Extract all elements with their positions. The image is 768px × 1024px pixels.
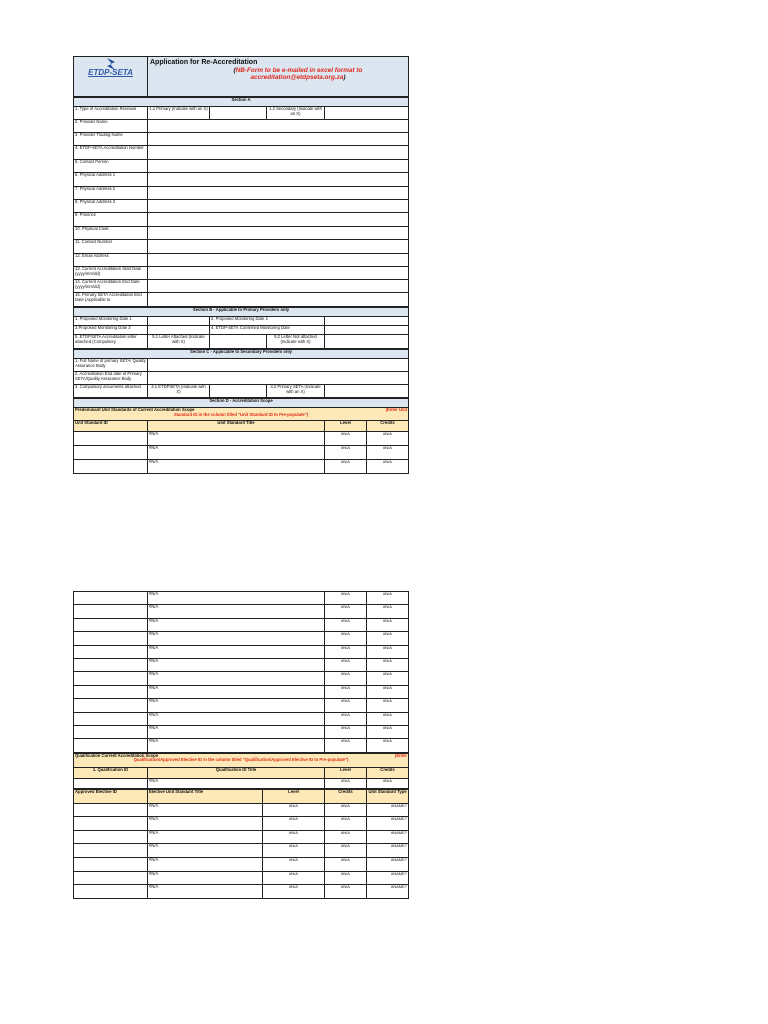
elective-type: #NAME? <box>367 858 409 872</box>
row-input[interactable] <box>148 187 409 200</box>
row-input[interactable] <box>148 146 409 160</box>
unit-credits: #N/A <box>367 672 409 685</box>
table-row <box>74 432 409 446</box>
col-elective-credits: Credits <box>325 789 367 803</box>
unit-title: #N/A <box>148 645 325 658</box>
monitoring-2-label: 2. Proposed Monitoring Date 2 <box>210 317 325 326</box>
monitoring-3-input[interactable] <box>148 326 210 335</box>
table-row <box>74 817 409 831</box>
unit-id-input[interactable] <box>74 658 148 671</box>
unit-level: #N/A <box>325 685 367 698</box>
unit-level: #N/A <box>325 592 367 605</box>
table-row <box>74 858 409 872</box>
row-input[interactable] <box>148 240 409 254</box>
col-elective-type: Unit Standard Type <box>367 789 409 803</box>
letter-not-attached-label: 5.2 Letter Not attached (Indicate with X) <box>267 335 325 349</box>
unit-level: #N/A <box>325 725 367 738</box>
row-label: 2. Provider Name <box>74 120 148 133</box>
qual-scope-title: Qualification Current Accreditation Scope <box>75 753 159 758</box>
table-row <box>74 885 409 899</box>
table-row <box>74 685 409 698</box>
unit-id-input[interactable] <box>74 592 148 605</box>
scope-title: Predominant Unit Standards of Current Accreditation Scope <box>75 407 195 412</box>
elective-title: #N/A <box>148 844 263 858</box>
elective-id-input[interactable] <box>74 885 148 899</box>
table-row <box>74 618 409 631</box>
confirmed-date-input[interactable] <box>325 326 409 335</box>
unit-id-input[interactable] <box>74 432 148 446</box>
letter-attached-input[interactable] <box>210 335 267 349</box>
table-row <box>74 725 409 738</box>
row-label: 12. Email Address <box>74 254 148 267</box>
unit-title: #N/A <box>148 460 325 474</box>
elective-level: #N/A <box>263 817 325 831</box>
elective-id-input[interactable] <box>74 844 148 858</box>
logo-text: ETDP-SETA <box>88 68 133 77</box>
table-row <box>74 645 409 658</box>
elective-level: #N/A <box>263 803 325 817</box>
unit-title: #N/A <box>148 446 325 460</box>
unit-level: #N/A <box>325 672 367 685</box>
row-label: 11. Contact Number <box>74 240 148 254</box>
etdpseta-label: 3.1 ETDPSETA (Indicate with X) <box>148 385 210 398</box>
elective-title: #N/A <box>148 871 263 885</box>
primary-input[interactable] <box>210 107 267 120</box>
elective-id-input[interactable] <box>74 803 148 817</box>
letter-label: 5. ETDPSETA Accreditation letter attached (Compulsory <box>74 335 148 349</box>
col-qual-id: 1. Qualification ID <box>74 767 148 778</box>
full-name-input[interactable] <box>148 359 409 372</box>
unit-credits: #N/A <box>367 592 409 605</box>
row-input[interactable] <box>148 227 409 240</box>
row-label: 13. Current Accreditation Start Date (yyyy/mm/dd) <box>74 267 148 280</box>
unit-title: #N/A <box>148 672 325 685</box>
row-label: 7. Physical Address 2 <box>74 187 148 200</box>
letter-attached-label: 5.1 Letter Attached (Indicate with X) <box>148 335 210 349</box>
docs-label: 3. Compulsory documents attached <box>74 385 148 398</box>
unit-title: #N/A <box>148 725 325 738</box>
end-date-label: 2. Accreditation End date of Primary SETA/Quality Assurance Body <box>74 372 148 385</box>
title-cell <box>148 57 409 97</box>
col-level: Level <box>325 421 367 432</box>
secondary-input[interactable] <box>325 107 409 120</box>
table-row <box>74 830 409 844</box>
elective-title: #N/A <box>148 803 263 817</box>
form-sheet-bottom <box>73 591 408 899</box>
elective-type: #NAME? <box>367 830 409 844</box>
type-label: 1. Type of Accreditation Renewal <box>74 107 148 120</box>
table-row <box>74 871 409 885</box>
enter-unit-note: (Enter Unit <box>385 407 407 412</box>
unit-title: #N/A <box>148 658 325 671</box>
section-a-table <box>73 97 409 307</box>
row-input[interactable] <box>148 133 409 146</box>
table-row <box>74 605 409 618</box>
row-label: 8. Physical Address 3 <box>74 200 148 213</box>
row-label: 3. Provider Trading Name <box>74 133 148 146</box>
table-row <box>74 844 409 858</box>
elective-credits: #N/A <box>325 844 367 858</box>
col-elective-level: Level <box>263 789 325 803</box>
email-note: (NB-Form to be e-mailed in excel format to accreditation@etdpseta.org.za) <box>233 67 363 81</box>
qual-enter-note: (Enter <box>394 753 408 758</box>
row-input[interactable] <box>148 254 409 267</box>
unit-id-input[interactable] <box>74 685 148 698</box>
unit-id-input[interactable] <box>74 632 148 645</box>
elective-title: #N/A <box>148 885 263 899</box>
row-label: 10. Physical Code <box>74 227 148 240</box>
unit-credits: #N/A <box>367 432 409 446</box>
table-row <box>74 592 409 605</box>
table-row <box>74 658 409 671</box>
row-label: 15. Primary SETA Accreditation End Date (Applicable to <box>74 293 148 307</box>
elective-id-input[interactable] <box>74 858 148 872</box>
unit-title: #N/A <box>148 432 325 446</box>
secondary-label: 1.2 Secondary (Indicate with an X) <box>267 107 325 120</box>
monitoring-3-label: 3.Proposed Monitoring Date 3 <box>74 326 148 335</box>
col-elective-title: Elective Unit Standard Title <box>148 789 263 803</box>
unit-level: #N/A <box>325 739 367 752</box>
elective-id-input[interactable] <box>74 830 148 844</box>
col-unit-id: Unit Standard ID <box>74 421 148 432</box>
unit-id-input[interactable] <box>74 645 148 658</box>
unit-level: #N/A <box>325 605 367 618</box>
table-row <box>74 712 409 725</box>
elective-title: #N/A <box>148 817 263 831</box>
elective-credits: #N/A <box>325 858 367 872</box>
qualification-table <box>73 753 409 789</box>
row-input[interactable] <box>148 120 409 133</box>
unit-title: #N/A <box>148 605 325 618</box>
col-elective-id: Approved Elective ID <box>74 789 148 803</box>
qual-instruction: Qualification/Approved Elective ID in the column titled "Qualification/Approved Elective ID to Pre-populate") <box>133 757 349 763</box>
row-label: 9. Province <box>74 213 148 227</box>
email-note-text: NB-Form to be e-mailed in excel format to accreditation@etdpseta.org.za <box>235 67 363 81</box>
section-d-heading: Section D - Accreditation Scope <box>74 399 409 408</box>
unit-id-input[interactable] <box>74 446 148 460</box>
elective-credits: #N/A <box>325 830 367 844</box>
unit-credits: #N/A <box>367 446 409 460</box>
elective-id-input[interactable] <box>74 817 148 831</box>
table-row <box>74 446 409 460</box>
unit-credits: #N/A <box>367 699 409 712</box>
elective-type: #NAME? <box>367 885 409 899</box>
unit-id-input[interactable] <box>74 672 148 685</box>
row-input[interactable] <box>148 213 409 227</box>
unit-title: #N/A <box>148 618 325 631</box>
unit-credits: #N/A <box>367 712 409 725</box>
elective-level: #N/A <box>263 885 325 899</box>
section-a-heading: Section A <box>74 98 409 107</box>
table-row <box>74 672 409 685</box>
elective-credits: #N/A <box>325 817 367 831</box>
table-row <box>74 803 409 817</box>
form-title: Application for Re-Accreditation <box>150 59 258 66</box>
elective-type: #NAME? <box>367 871 409 885</box>
elective-title: #N/A <box>148 830 263 844</box>
col-qual-title: Qualification ID Title <box>148 767 325 778</box>
row-label: 5. Contact Person <box>74 160 148 173</box>
elective-credits: #N/A <box>325 871 367 885</box>
unit-id-input[interactable] <box>74 460 148 474</box>
table-row <box>74 632 409 645</box>
form-sheet-top <box>73 56 408 474</box>
table-row <box>74 460 409 474</box>
row-input[interactable] <box>148 173 409 187</box>
unit-standards-continued-table <box>73 591 409 753</box>
row-label: 14. Current Accreditation End Date (yyyy/mm/dd) <box>74 280 148 293</box>
row-label: 4. ETDP-SETA Accreditation Number <box>74 146 148 160</box>
unit-credits: #N/A <box>367 658 409 671</box>
unit-title: #N/A <box>148 632 325 645</box>
logo-cell <box>74 57 148 97</box>
unit-level: #N/A <box>325 658 367 671</box>
unit-level: #N/A <box>325 699 367 712</box>
primary-seta-input[interactable] <box>325 385 409 398</box>
end-date-input[interactable] <box>148 372 409 385</box>
unit-id-input[interactable] <box>74 699 148 712</box>
unit-title: #N/A <box>148 699 325 712</box>
unit-id-input[interactable] <box>74 618 148 631</box>
section-b-heading: Section B - Applicable to Primary Providers only <box>74 308 409 317</box>
col-credits: Credits <box>367 421 409 432</box>
elective-level: #N/A <box>263 844 325 858</box>
elective-level: #N/A <box>263 871 325 885</box>
unit-id-input[interactable] <box>74 739 148 752</box>
elective-table <box>73 789 409 899</box>
row-input[interactable] <box>148 293 409 307</box>
unit-id-input[interactable] <box>74 712 148 725</box>
row-input[interactable] <box>148 200 409 213</box>
unit-credits: #N/A <box>367 618 409 631</box>
col-unit-title: Unit Standard Title <box>148 421 325 432</box>
qual-scope-cell <box>74 753 409 767</box>
unit-credits: #N/A <box>367 632 409 645</box>
unit-id-input[interactable] <box>74 725 148 738</box>
elective-type: #NAME? <box>367 817 409 831</box>
elective-type: #NAME? <box>367 803 409 817</box>
unit-credits: #N/A <box>367 725 409 738</box>
confirmed-date-label: 4. ETDP-SETA Confirmed Monitoring Date <box>210 326 325 335</box>
monitoring-1-label: 1. Proposed Monitoring Date 1 <box>74 317 148 326</box>
unit-credits: #N/A <box>367 645 409 658</box>
etdpseta-input[interactable] <box>210 385 267 398</box>
elective-level: #N/A <box>263 858 325 872</box>
row-input[interactable] <box>148 267 409 280</box>
unit-level: #N/A <box>325 446 367 460</box>
unit-id-input[interactable] <box>74 605 148 618</box>
unit-title: #N/A <box>148 739 325 752</box>
letter-not-attached-input[interactable] <box>325 335 409 349</box>
qual-title: #N/A <box>148 778 325 788</box>
unit-title: #N/A <box>148 592 325 605</box>
row-input[interactable] <box>148 280 409 293</box>
unit-title: #N/A <box>148 712 325 725</box>
unit-credits: #N/A <box>367 739 409 752</box>
elective-credits: #N/A <box>325 885 367 899</box>
unit-title: #N/A <box>148 685 325 698</box>
unit-level: #N/A <box>325 632 367 645</box>
unit-level: #N/A <box>325 712 367 725</box>
section-b-table <box>73 307 409 349</box>
unit-credits: #N/A <box>367 605 409 618</box>
qual-id-input[interactable] <box>74 778 148 788</box>
row-input[interactable] <box>148 160 409 173</box>
section-d-table <box>73 398 409 474</box>
section-c-heading: Section C - Applicable to Secondary Providers only <box>74 350 409 359</box>
monitoring-1-input[interactable] <box>148 317 210 326</box>
unit-credits: #N/A <box>367 460 409 474</box>
elective-credits: #N/A <box>325 803 367 817</box>
full-name-label: 1. Full Name of primary SETA/ Quality Assurance Body <box>74 359 148 372</box>
qual-level: #N/A <box>325 778 367 788</box>
elective-id-input[interactable] <box>74 871 148 885</box>
header-table <box>73 56 409 97</box>
unit-level: #N/A <box>325 645 367 658</box>
unit-credits: #N/A <box>367 685 409 698</box>
monitoring-2-input[interactable] <box>325 317 409 326</box>
table-row <box>74 778 409 788</box>
elective-title: #N/A <box>148 858 263 872</box>
elective-type: #NAME? <box>367 844 409 858</box>
unit-level: #N/A <box>325 618 367 631</box>
elective-level: #N/A <box>263 830 325 844</box>
section-c-table <box>73 349 409 398</box>
table-row <box>74 739 409 752</box>
scope-instruction: Standard ID in the column titled "Unit Standard ID to Pre-populate") <box>173 411 309 417</box>
primary-label: 1.1 Primary (Indicate with an X) <box>148 107 210 120</box>
scope-cell <box>74 408 409 421</box>
primary-seta-label: 3.2 Primary SETA (Indicate with an X) <box>267 385 325 398</box>
qual-credits: #N/A <box>367 778 409 788</box>
col-qual-level: Level <box>325 767 367 778</box>
unit-level: #N/A <box>325 432 367 446</box>
row-label: 6. Physical Address 1 <box>74 173 148 187</box>
unit-level: #N/A <box>325 460 367 474</box>
table-row <box>74 699 409 712</box>
col-qual-credits: Credits <box>367 767 409 778</box>
